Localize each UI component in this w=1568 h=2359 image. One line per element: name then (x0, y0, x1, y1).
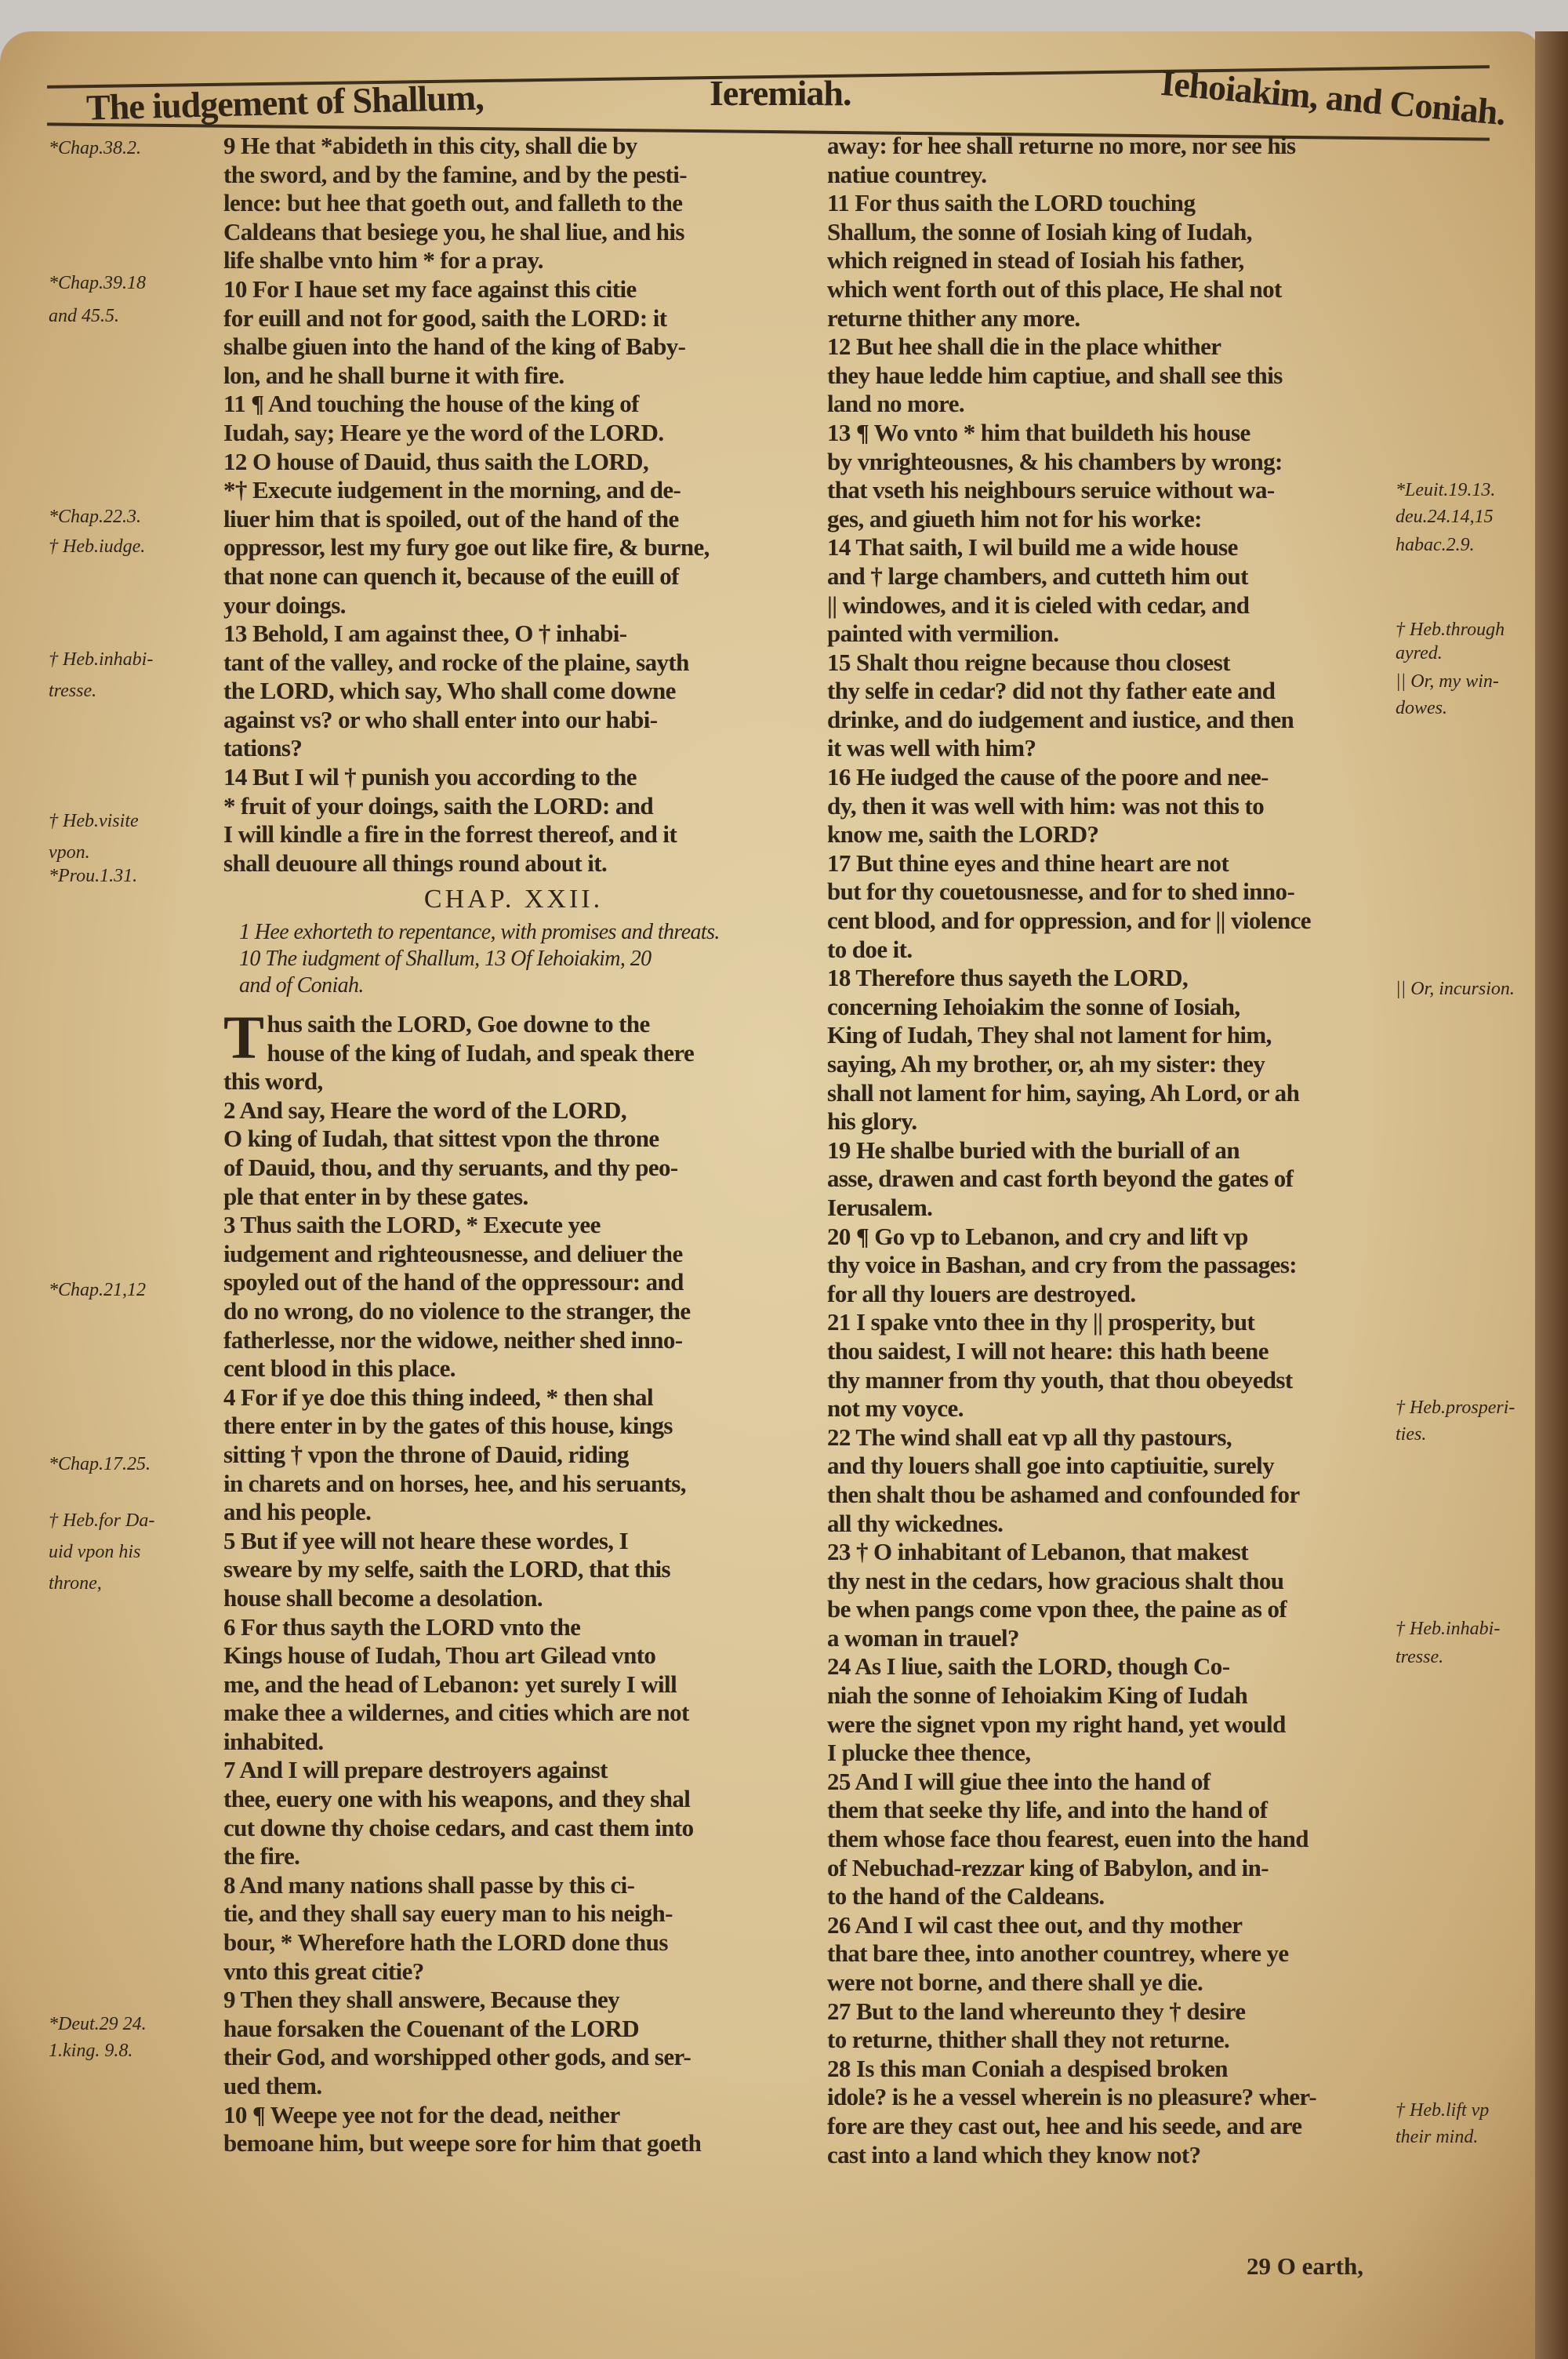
text-line: fatherlesse, nor the widowe, neither shed inno- (223, 1325, 683, 1354)
text-line: the sword, and by the famine, and by the pesti- (223, 160, 687, 188)
text-line: thou saidest, I will not heare: this hath beene (827, 1336, 1269, 1365)
text-line: were the signet vpon my right hand, yet would (827, 1710, 1286, 1738)
text-line: 1 Hee exhorteth to repentance, with promises and threats. (239, 920, 720, 945)
margin-note-left: *Prou.1.31. (49, 866, 138, 886)
margin-note-left: 1.king. 9.8. (49, 2041, 133, 2061)
text-line: 15 Shalt thou reigne because thou closest (827, 648, 1230, 676)
text-line: that none can quench it, because of the euill of (223, 562, 679, 590)
text-line: bour, * Wherefore hath the LORD done thus (223, 1928, 668, 1957)
text-line: tations? (223, 734, 303, 762)
text-line: 9 Then they shall answere, Because they (223, 1986, 620, 2014)
text-line: that bare thee, into another countrey, where ye (827, 1939, 1289, 1968)
text-line: this word, (223, 1067, 323, 1096)
margin-note-left: throne, (49, 1573, 102, 1594)
margin-note-right: their mind. (1396, 2127, 1479, 2147)
text-line: cent blood, and for oppression, and for || violence (827, 907, 1311, 935)
text-line: 27 But to the land whereunto they † desire (827, 1997, 1246, 2025)
text-line: niah the sonne of Iehoiakim King of Iudah (827, 1681, 1248, 1710)
margin-note-right: † Heb.through (1396, 620, 1505, 640)
text-line: 10 For I haue set my face against this citie (223, 274, 637, 303)
text-line: 11 ¶ And touching the house of the king of (223, 390, 639, 418)
text-line: tant of the valley, and rocke of the plaine, sayth (223, 648, 689, 676)
text-line: of Nebuchad-rezzar king of Babylon, and in- (827, 1853, 1269, 1881)
text-line: 24 As I liue, saith the LORD, though Co- (827, 1652, 1230, 1681)
text-line: lence: but hee that goeth out, and falleth to the (223, 189, 683, 217)
text-line: 16 He iudged the cause of the poore and nee- (827, 763, 1269, 791)
text-line: O king of Iudah, that sittest vpon the throne (223, 1125, 659, 1153)
text-line: and thy louers shall goe into captiuitie, surely (827, 1452, 1275, 1480)
text-line: their God, and worshipped other gods, and ser- (223, 2043, 691, 2071)
text-line: Ierusalem. (827, 1193, 933, 1221)
text-line: painted with vermilion. (827, 620, 1059, 648)
margin-note-left: *Chap.17.25. (49, 1454, 151, 1474)
text-line: 25 And I will giue thee into the hand of (827, 1767, 1210, 1795)
text-line: 4 For if ye doe this thing indeed, * then shal (223, 1383, 653, 1411)
text-line: 9 He that *abideth in this city, shall die by (223, 132, 637, 159)
text-line: thy nest in the cedars, how gracious shalt thou (827, 1566, 1284, 1594)
text-line: your doings. (223, 591, 346, 619)
text-line: thee, euery one with his weapons, and they shal (223, 1785, 691, 1813)
text-line: drinke, and do iudgement and iustice, and then (827, 705, 1294, 733)
text-line: not my voyce. (827, 1394, 964, 1423)
text-line: do no wrong, do no violence to the stranger, the (223, 1296, 691, 1325)
text-line: thy selfe in cedar? did not thy father eate and (827, 677, 1276, 705)
text-line: them whose face thou fearest, euen into the hand (827, 1825, 1308, 1853)
margin-note-right: || Or, incursion. (1396, 979, 1515, 999)
text-line: 14 But I wil † punish you according to the (223, 763, 637, 791)
text-line: and of Coniah. (239, 973, 364, 998)
margin-note-right: || Or, my win- (1396, 671, 1499, 692)
text-line: 13 Behold, I am against thee, O † inhabi- (223, 620, 627, 648)
text-line: 2 And say, Heare the word of the LORD, (223, 1096, 626, 1124)
text-line: liuer him that is spoiled, out of the hand of the (223, 504, 679, 533)
catchword: 29 O earth, (1247, 2252, 1363, 2280)
text-line: but for thy couetousnesse, and for to shed inno- (827, 878, 1295, 906)
text-line: 13 ¶ Wo vnto * him that buildeth his house (827, 418, 1250, 446)
text-line: 26 And I wil cast thee out, and thy mother (827, 1910, 1243, 1939)
text-line: Iudah, say; Heare ye the word of the LORD. (223, 418, 664, 446)
text-line: to doe it. (827, 935, 913, 963)
text-line: know me, saith the LORD? (827, 820, 1099, 849)
margin-note-left: *Chap.38.2. (49, 138, 142, 158)
text-line: cent blood in this place. (223, 1354, 456, 1383)
text-line: Shallum, the sonne of Iosiah king of Iudah, (827, 217, 1252, 245)
margin-note-right: tresse. (1396, 1647, 1444, 1667)
text-line: fore are they cast out, hee and his seede, and are (827, 2111, 1302, 2139)
text-line: 10 The iudgment of Shallum, 13 Of Iehoiakim, 20 (239, 947, 652, 972)
margin-note-left: † Heb.for Da- (49, 1510, 155, 1531)
text-line: tie, and they shall say euery man to his neigh- (223, 1899, 673, 1928)
text-line: I will kindle a fire in the forrest thereof, and it (223, 820, 677, 849)
text-line: natiue countrey. (827, 160, 987, 188)
margin-note-left: *Chap.21,12 (49, 1280, 147, 1300)
text-line: shalbe giuen into the hand of the king of Baby- (223, 333, 686, 361)
text-line: that vseth his neighbours seruice without wa- (827, 476, 1275, 504)
text-line: they haue ledde him captiue, and shall see this (827, 361, 1283, 389)
margin-note-left: *Chap.39.18 (49, 273, 147, 293)
text-line: 7 And I will prepare destroyers against (223, 1756, 608, 1784)
text-line: 22 The wind shall eat vp all thy pastours, (827, 1423, 1232, 1451)
text-line: shall not lament for him, saying, Ah Lord, or ah (827, 1078, 1300, 1107)
text-line: hus saith the LORD, Goe downe to the (267, 1010, 650, 1038)
text-line: 20 ¶ Go vp to Lebanon, and cry and lift vp (827, 1222, 1248, 1250)
text-line: the LORD, which say, Who shall come downe (223, 677, 676, 705)
margin-note-left: uid vpon his (49, 1542, 141, 1562)
text-line: 6 For thus sayth the LORD vnto the (223, 1612, 581, 1641)
text-line: house shall become a desolation. (223, 1583, 543, 1612)
text-line: 12 O house of Dauid, thus saith the LORD, (223, 447, 649, 475)
text-line: asse, drawen and cast forth beyond the gates of (827, 1165, 1294, 1193)
text-line: 11 For thus saith the LORD touching (827, 189, 1196, 217)
text-line: then shalt thou be ashamed and confounded for (827, 1480, 1300, 1508)
text-line: and his people. (223, 1498, 372, 1526)
text-line: to returne, thither shall they not returne. (827, 2026, 1230, 2054)
text-line: thy voice in Bashan, and cry from the passages: (827, 1251, 1298, 1279)
text-line: sweare by my selfe, saith the LORD, that this (223, 1555, 671, 1583)
text-line: 3 Thus saith the LORD, * Execute yee (223, 1211, 601, 1239)
margin-note-right: † Heb.prosperi- (1396, 1398, 1515, 1418)
margin-note-left: † Heb.inhabi- (49, 649, 154, 670)
margin-note-right: † Heb.inhabi- (1396, 1619, 1501, 1639)
text-line: were not borne, and there shall ye die. (827, 1968, 1203, 1996)
text-line: 10 ¶ Weepe yee not for the dead, neither (223, 2100, 620, 2128)
text-line: ued them. (223, 2072, 322, 2099)
text-line: sitting † vpon the throne of Dauid, riding (223, 1440, 629, 1468)
text-line: a woman in trauel? (827, 1623, 1019, 1652)
text-line: Caldeans that besiege you, he shal liue, and his (223, 217, 684, 245)
text-line: 5 But if yee will not heare these wordes, I (223, 1526, 629, 1554)
margin-note-right: ties. (1396, 1424, 1427, 1445)
text-line: 18 Therefore thus sayeth the LORD, (827, 964, 1189, 992)
text-line: thy manner from thy youth, that thou obeyedst (827, 1365, 1293, 1394)
text-line: King of Iudah, They shal not lament for him, (827, 1021, 1272, 1049)
margin-note-left: † Heb.iudge. (49, 536, 146, 557)
text-line: the fire. (223, 1842, 300, 1870)
right-text-column (827, 132, 1392, 2169)
chapter-heading: CHAP. XXII. (423, 885, 604, 914)
text-line: shall deuoure all things round about it. (223, 849, 608, 877)
text-line: * fruit of your doings, saith the LORD: and (223, 791, 654, 820)
text-line: haue forsaken the Couenant of the LORD (223, 2014, 640, 2042)
text-line: idole? is he a vessel wherein is no pleasure? wher- (827, 2083, 1317, 2111)
text-line: it was well with him? (827, 734, 1036, 762)
margin-note-left: tresse. (49, 681, 97, 701)
text-line: 12 But hee shall die in the place whither (827, 333, 1221, 361)
text-line: 28 Is this man Coniah a despised broken (827, 2054, 1228, 2082)
running-head-right: Iehoiakim, and Coniah. (1159, 62, 1508, 133)
text-line: 23 † O inhabitant of Lebanon, that makest (827, 1538, 1248, 1566)
margin-note-left: vpon. (49, 842, 90, 863)
text-line: || windowes, and it is cieled with cedar, and (827, 591, 1250, 619)
text-line: oppressor, lest my fury goe out like fire, & burne, (223, 533, 710, 562)
text-line: concerning Iehoiakim the sonne of Iosiah, (827, 992, 1240, 1020)
text-line: house of the king of Iudah, and speak there (267, 1038, 695, 1067)
margin-note-left: † Heb.visite (49, 811, 139, 831)
text-line: 14 That saith, I wil build me a wide house (827, 533, 1238, 562)
text-line: by vnrighteousnes, & his chambers by wrong: (827, 447, 1283, 475)
running-head-center: Ieremiah. (710, 73, 851, 113)
text-line: dy, then it was well with him: was not this to (827, 791, 1265, 820)
text-line: ple that enter in by these gates. (223, 1182, 528, 1210)
text-line: them that seeke thy life, and into the hand of (827, 1796, 1268, 1824)
text-line: I plucke thee thence, (827, 1739, 1031, 1767)
text-line: his glory. (827, 1107, 917, 1136)
margin-note-right: dowes. (1396, 698, 1447, 718)
text-line: in charets and on horses, hee, and his seruants, (223, 1469, 686, 1497)
text-line: 19 He shalbe buried with the buriall of an (827, 1136, 1240, 1164)
text-line: 21 I spake vnto thee in thy || prosperity, but (827, 1308, 1255, 1336)
text-line: there enter in by the gates of this house, kings (223, 1412, 673, 1440)
text-line: of Dauid, thou, and thy seruants, and thy peo- (223, 1154, 678, 1181)
text-line: to the hand of the Caldeans. (827, 1882, 1105, 1910)
book-cover-edge (1535, 31, 1568, 2359)
text-line: life shalbe vnto him * for a pray. (223, 246, 543, 274)
margin-note-right: deu.24.14,15 (1396, 507, 1494, 527)
margin-note-right: *Leuit.19.13. (1396, 480, 1496, 500)
text-line: inhabited. (223, 1727, 324, 1755)
text-line: for all thy louers are destroyed. (827, 1279, 1136, 1307)
text-line: which went forth out of this place, He shal not (827, 274, 1282, 303)
drop-cap: T (223, 1003, 264, 1072)
text-line: and † large chambers, and cutteth him out (827, 562, 1248, 590)
text-line: land no more. (827, 390, 965, 418)
margin-note-right: † Heb.lift vp (1396, 2100, 1490, 2121)
text-line: iudgement and righteousnesse, and deliuer the (223, 1239, 683, 1267)
margin-note-right: ayred. (1396, 643, 1443, 663)
text-line: which reigned in stead of Iosiah his father, (827, 246, 1244, 274)
text-line: me, and the head of Lebanon: yet surely I will (223, 1670, 677, 1698)
text-line: bemoane him, but weepe sore for him that goeth (223, 2129, 702, 2157)
text-line: 17 But thine eyes and thine heart are not (827, 849, 1229, 877)
text-line: saying, Ah my brother, or, ah my sister: they (827, 1050, 1265, 1078)
text-line: vnto this great citie? (223, 1957, 424, 1985)
text-line: returne thither any more. (827, 304, 1080, 332)
chapter-summary (223, 919, 804, 999)
text-line: *† Execute iudgement in the morning, and de- (223, 476, 681, 504)
text-line: ges, and giueth him not for his worke: (827, 504, 1202, 533)
margin-note-left: and 45.5. (49, 306, 119, 326)
text-line: cut downe thy choise cedars, and cast them into (223, 1813, 694, 1841)
margin-note-left: *Chap.22.3. (49, 507, 142, 527)
text-line: be when pangs come vpon thee, the paine as of (827, 1595, 1287, 1623)
text-line: cast into a land which they know not? (827, 2140, 1201, 2168)
text-line: for euill and not for good, saith the LORD: it (223, 304, 667, 332)
text-line: 8 And many nations shall passe by this ci- (223, 1870, 635, 1899)
text-line: all thy wickednes. (827, 1509, 1004, 1537)
text-line: against vs? or who shall enter into our habi- (223, 705, 658, 733)
text-line: lon, and he shall burne it with fire. (223, 361, 564, 389)
margin-note-right: habac.2.9. (1396, 535, 1475, 555)
left-text-column (223, 132, 804, 2158)
running-head-left: The iudgement of Shallum, (85, 77, 485, 128)
text-line: spoyled out of the hand of the oppressour: and (223, 1268, 684, 1296)
text-line: Kings house of Iudah, Thou art Gilead vnto (223, 1641, 656, 1670)
text-line: away: for hee shall returne no more, nor see his (827, 132, 1296, 159)
text-line: make thee a wildernes, and cities which are not (223, 1699, 689, 1727)
margin-note-left: *Deut.29 24. (49, 2014, 147, 2034)
